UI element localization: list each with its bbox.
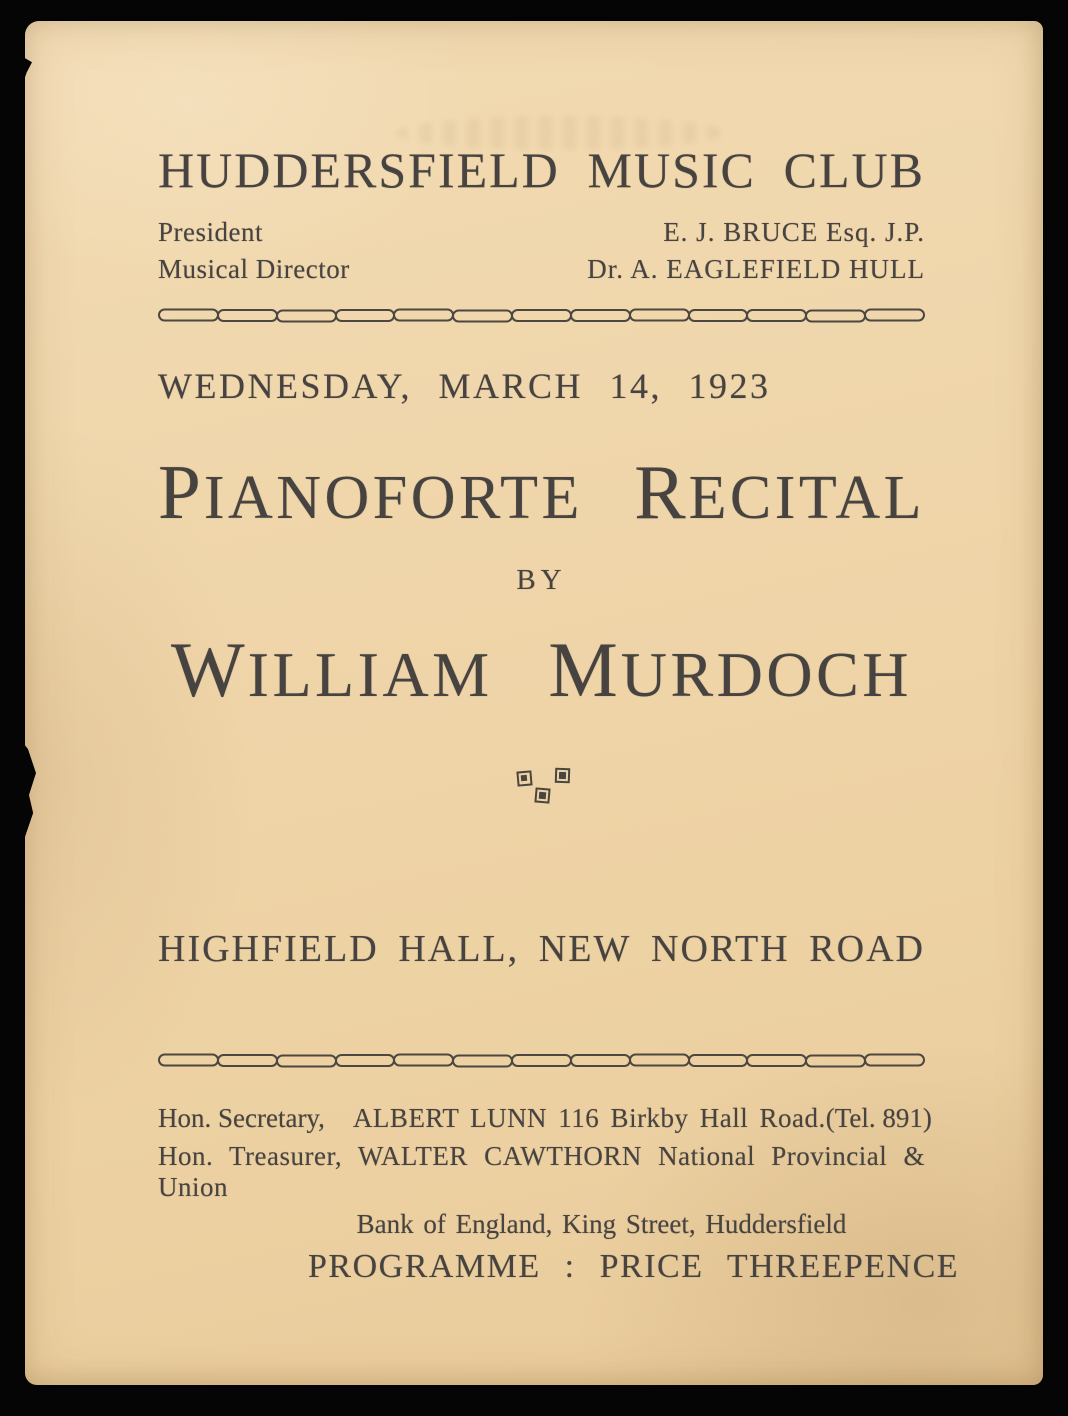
rule-segment xyxy=(629,1054,690,1067)
rule-segment xyxy=(746,309,807,322)
word-rest: URDOCH xyxy=(620,639,912,710)
officer-role: Musical Director xyxy=(158,254,350,284)
rule-segment xyxy=(805,310,866,323)
rule-segment xyxy=(335,309,396,322)
rule-segment xyxy=(393,309,454,322)
secretary-address: ALBERT LUNN 116 Birkby Hall Road. xyxy=(352,1103,826,1133)
venue-word: HALL, xyxy=(398,928,520,970)
performer-name-word xyxy=(548,626,912,713)
rule-segment xyxy=(158,1054,219,1067)
rule-segment xyxy=(276,310,337,323)
secretary-line xyxy=(158,1103,932,1134)
performer-name-word xyxy=(171,626,493,713)
word-rest: IANOFORTE xyxy=(203,464,583,532)
club-name-word: MUSIC xyxy=(587,142,756,198)
rule-segment xyxy=(511,1054,572,1067)
drop-initial: W xyxy=(171,626,248,713)
rule-segment xyxy=(393,1054,454,1067)
rule-segment xyxy=(217,1054,278,1067)
event-date: WEDNESDAY, MARCH 14, 1923 xyxy=(158,366,771,406)
rule-segment xyxy=(511,309,572,322)
rule-segment xyxy=(276,1055,337,1068)
rule-segment xyxy=(746,1054,807,1067)
venue-word: ROAD xyxy=(809,928,925,970)
rule-segment xyxy=(805,1055,866,1068)
recital-title-word xyxy=(158,449,583,535)
officer-name: E. J. BRUCE Esq. J.P. xyxy=(663,217,925,247)
programme-content xyxy=(25,21,1043,1385)
performer-name xyxy=(158,626,925,713)
drop-initial: R xyxy=(634,449,689,535)
club-name xyxy=(158,21,925,196)
officer-name: Dr. A. EAGLEFIELD HULL xyxy=(587,254,925,284)
recital-title-word xyxy=(634,449,925,535)
ornamental-rule-bottom xyxy=(158,1054,925,1067)
ornament-square-icon xyxy=(534,787,550,803)
rule-segment xyxy=(452,1055,513,1068)
club-name-word: CLUB xyxy=(783,142,925,198)
word-rest: ECITAL xyxy=(688,464,925,532)
ornamental-rule-top xyxy=(158,309,925,322)
rule-segment xyxy=(217,309,278,322)
programme-cover xyxy=(25,21,1043,1385)
programme-price-line: PROGRAMME : PRICE THREEPENCE xyxy=(308,1248,960,1285)
drop-initial: P xyxy=(158,449,204,535)
venue-word: NEW xyxy=(538,928,632,970)
bank-line: Bank of England, King Street, Huddersfield xyxy=(356,1209,847,1239)
rule-segment xyxy=(335,1054,396,1067)
ornament-square-icon xyxy=(554,768,570,784)
rule-segment xyxy=(864,1054,925,1067)
rule-segment xyxy=(570,309,631,322)
printers-ornament xyxy=(514,768,570,805)
recital-title xyxy=(158,449,925,535)
rule-segment xyxy=(158,309,219,322)
venue-line xyxy=(158,929,925,969)
venue-word: HIGHFIELD xyxy=(158,928,379,970)
rule-segment xyxy=(452,310,513,323)
word-rest: ILLIAM xyxy=(247,639,493,710)
ornament-square-icon xyxy=(516,770,532,786)
rule-segment xyxy=(629,309,690,322)
rule-segment xyxy=(688,309,749,322)
drop-initial: M xyxy=(548,626,621,713)
rule-segment xyxy=(570,1054,631,1067)
treasurer-line: Hon. Treasurer, WALTER CAWTHORN National Provincial & Union xyxy=(158,1141,925,1202)
officer-row-president xyxy=(158,214,925,251)
venue-word: NORTH xyxy=(651,928,790,970)
officer-role: President xyxy=(158,217,263,247)
rule-segment xyxy=(864,309,925,322)
by-label: BY xyxy=(516,564,567,596)
rule-segment xyxy=(688,1054,749,1067)
officer-row-musical-director xyxy=(158,251,925,288)
secretary-telephone: (Tel. 891) xyxy=(825,1103,932,1133)
club-name-word: HUDDERSFIELD xyxy=(158,142,560,198)
secretary-label: Hon. Secretary, xyxy=(158,1103,325,1133)
